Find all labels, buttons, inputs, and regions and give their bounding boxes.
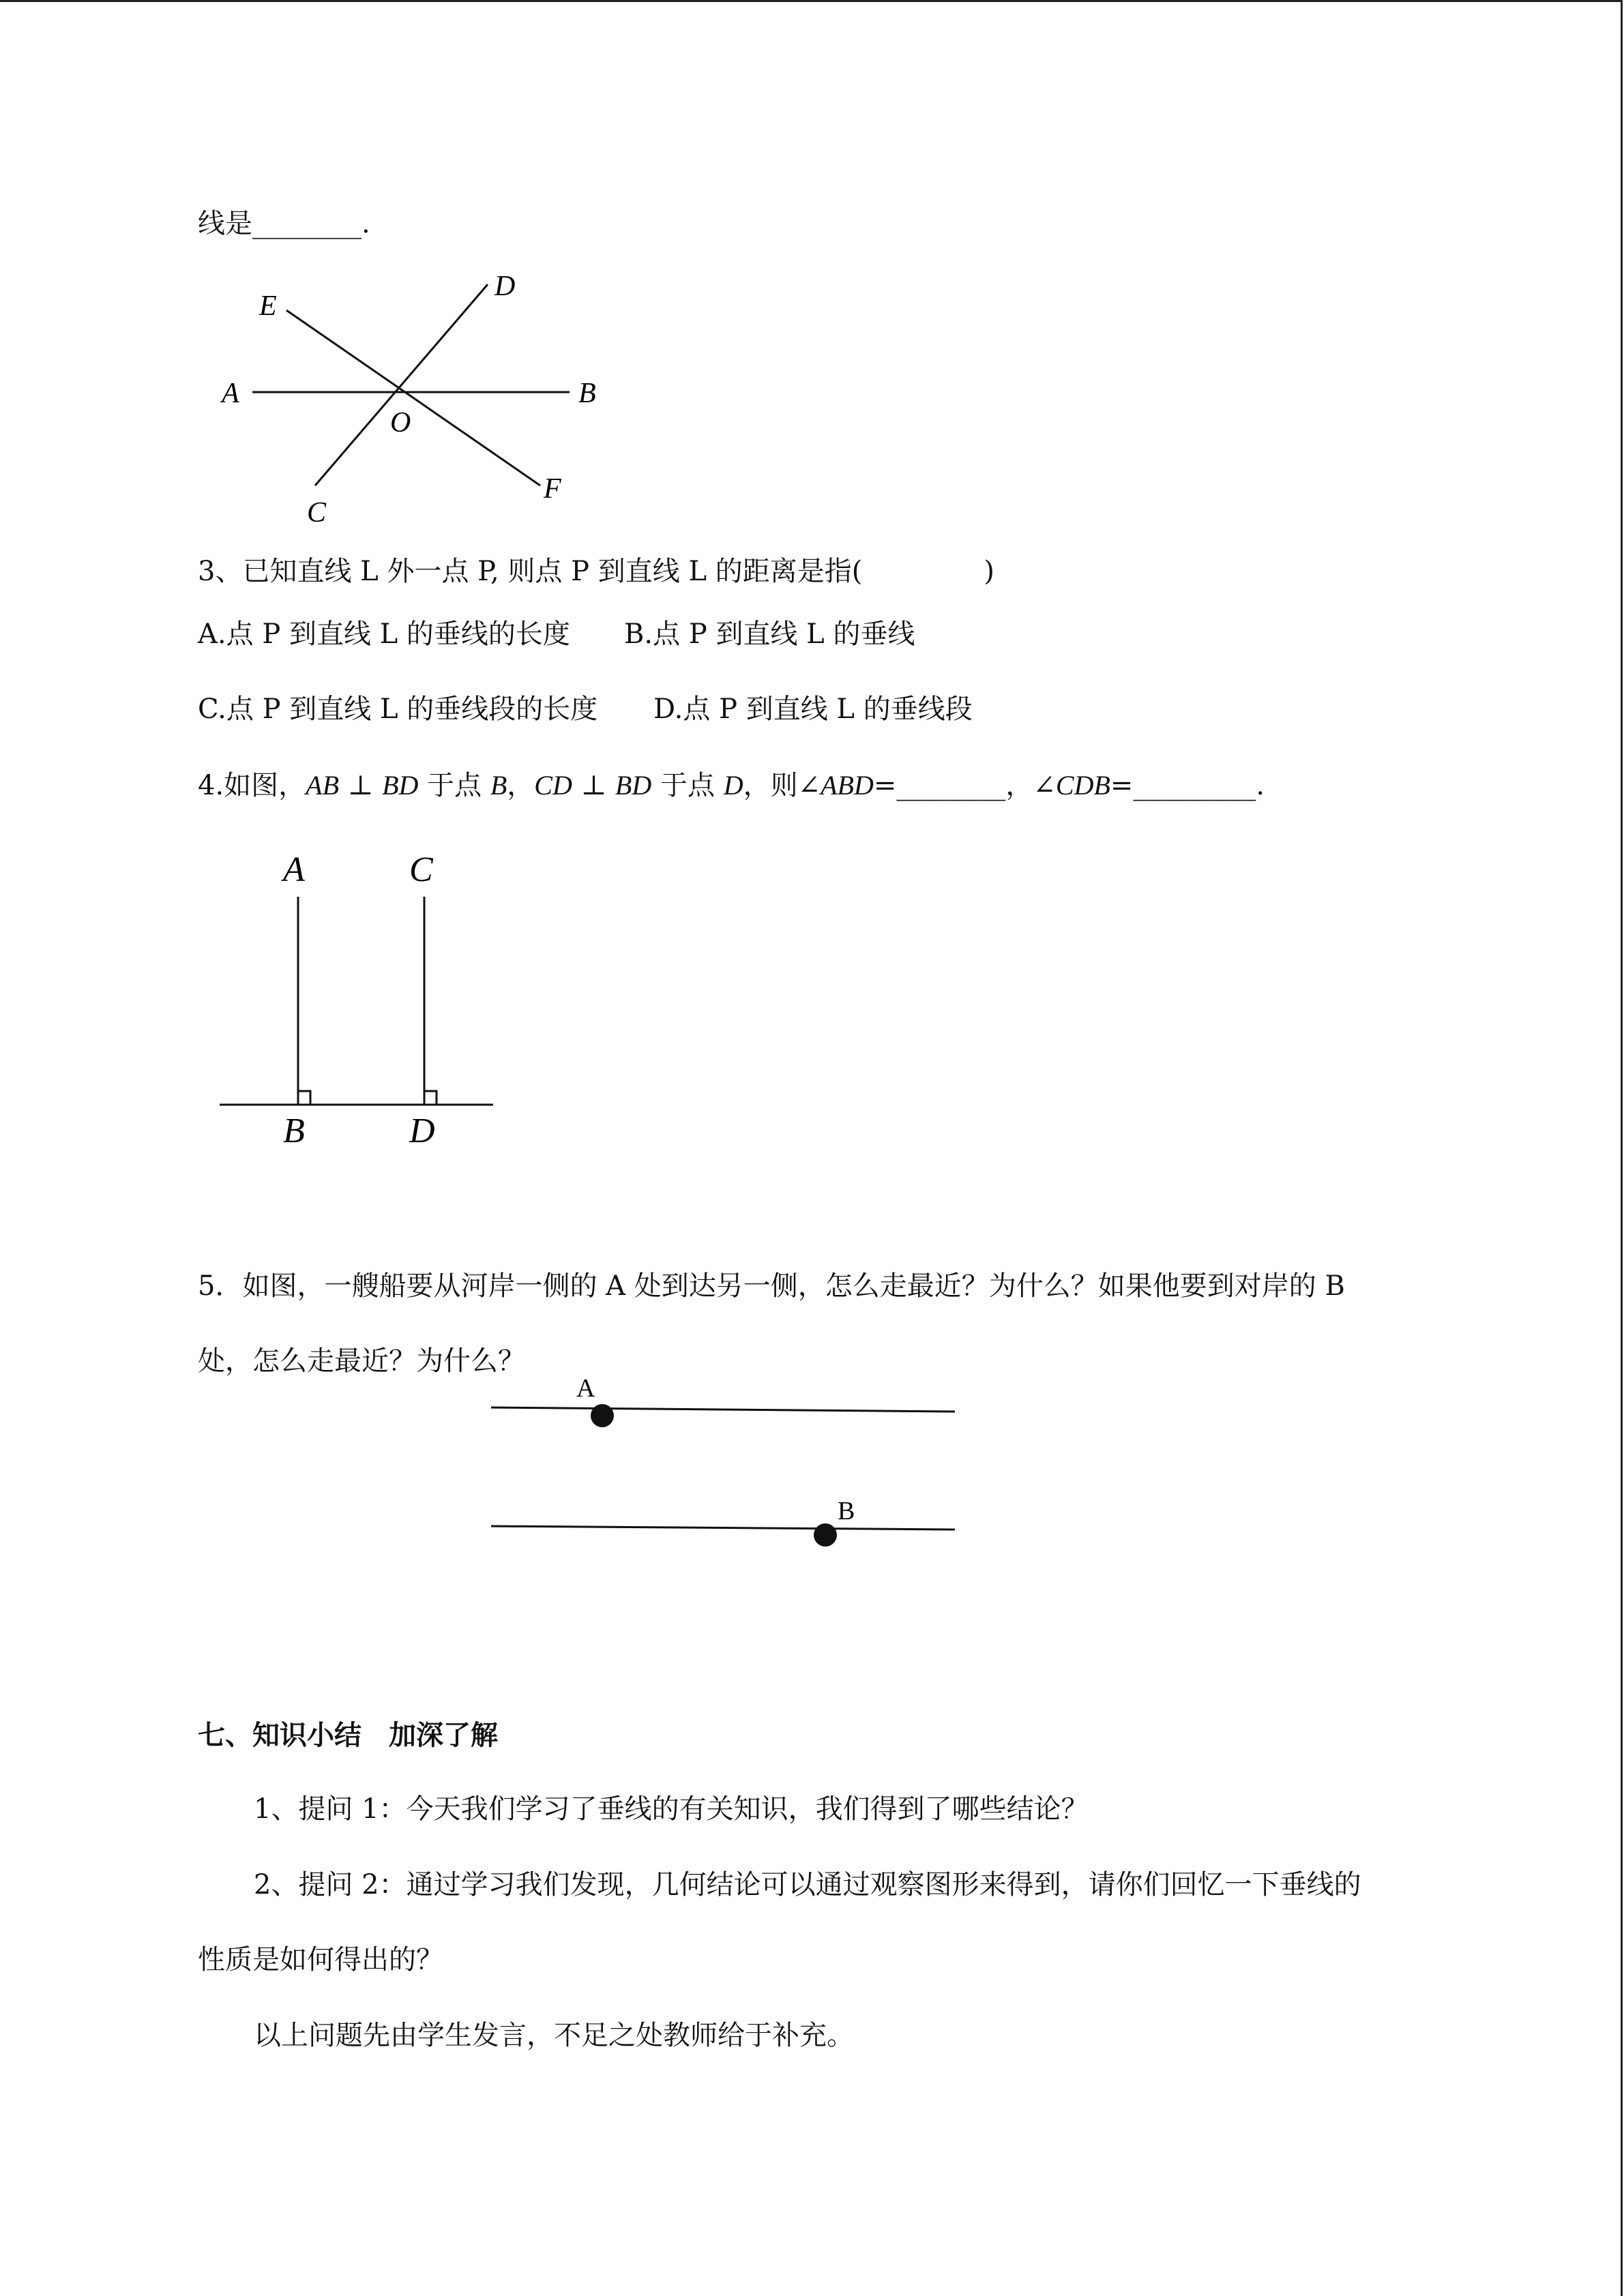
figure-river — [477, 1364, 969, 1562]
q2-answer-line: 线是________. — [198, 208, 370, 239]
q4-stem: 4.如图，AB ⊥ BD 于点 B，CD ⊥ BD 于点 D，则∠ABD=________，∠CDB=_________. — [198, 770, 1265, 801]
label-a: A — [576, 1374, 595, 1403]
q3-stem: 3、已知直线 L 外一点 P, 则点 P 到直线 L 的距离是指( ) — [198, 556, 994, 587]
section7-item1: 1、提问 1：今天我们学习了垂线的有关知识，我们得到了哪些结论？ — [254, 1793, 1089, 1825]
label-c: C — [409, 850, 433, 889]
point-a — [591, 1404, 614, 1427]
q5-line1: 5．如图，一艘船要从河岸一侧的 A 处到达另一侧，怎么走最近？为什么？如果他要到对岸的 B — [198, 1270, 1345, 1302]
label-f: F — [544, 473, 561, 505]
q3-option-c: C.点 P 到直线 L 的垂线段的长度 — [198, 694, 598, 725]
label-a: A — [222, 378, 239, 409]
label-d: D — [409, 1112, 435, 1150]
point-b — [814, 1523, 837, 1547]
label-d: D — [494, 271, 516, 302]
section7-item2-line1: 2、提问 2：通过学习我们发现，几何结论可以通过观察图形来得到，请你们回忆一下垂线的 — [254, 1869, 1361, 1900]
label-b: B — [838, 1497, 855, 1525]
section7-heading: 七、知识小结 加深了解 — [198, 1719, 498, 1751]
right-angle-b — [298, 1091, 310, 1105]
bank-lower — [491, 1526, 955, 1530]
q5-line2: 处，怎么走最近？为什么？ — [198, 1345, 525, 1377]
section7-item2-line2: 性质是如何得出的？ — [198, 1944, 443, 1976]
label-b: B — [578, 378, 596, 409]
label-e: E — [259, 290, 277, 322]
figure-intersecting-lines — [205, 266, 628, 539]
line-ef — [286, 310, 540, 486]
right-angle-d — [424, 1091, 437, 1105]
figure-perpendiculars — [211, 839, 512, 1159]
q3-option-b: B.点 P 到直线 L 的垂线 — [624, 618, 915, 650]
q3-option-a: A.点 P 到直线 L 的垂线的长度 — [198, 618, 570, 650]
section7-note: 以上问题先由学生发言，不足之处教师给于补充。 — [254, 2020, 854, 2051]
label-b: B — [283, 1112, 305, 1150]
q3-option-d: D.点 P 到直线 L 的垂线段 — [653, 694, 973, 725]
label-a: A — [283, 850, 305, 889]
line-cd — [315, 284, 488, 486]
label-c: C — [307, 497, 327, 528]
label-o: O — [390, 407, 411, 438]
bank-upper — [491, 1407, 955, 1412]
